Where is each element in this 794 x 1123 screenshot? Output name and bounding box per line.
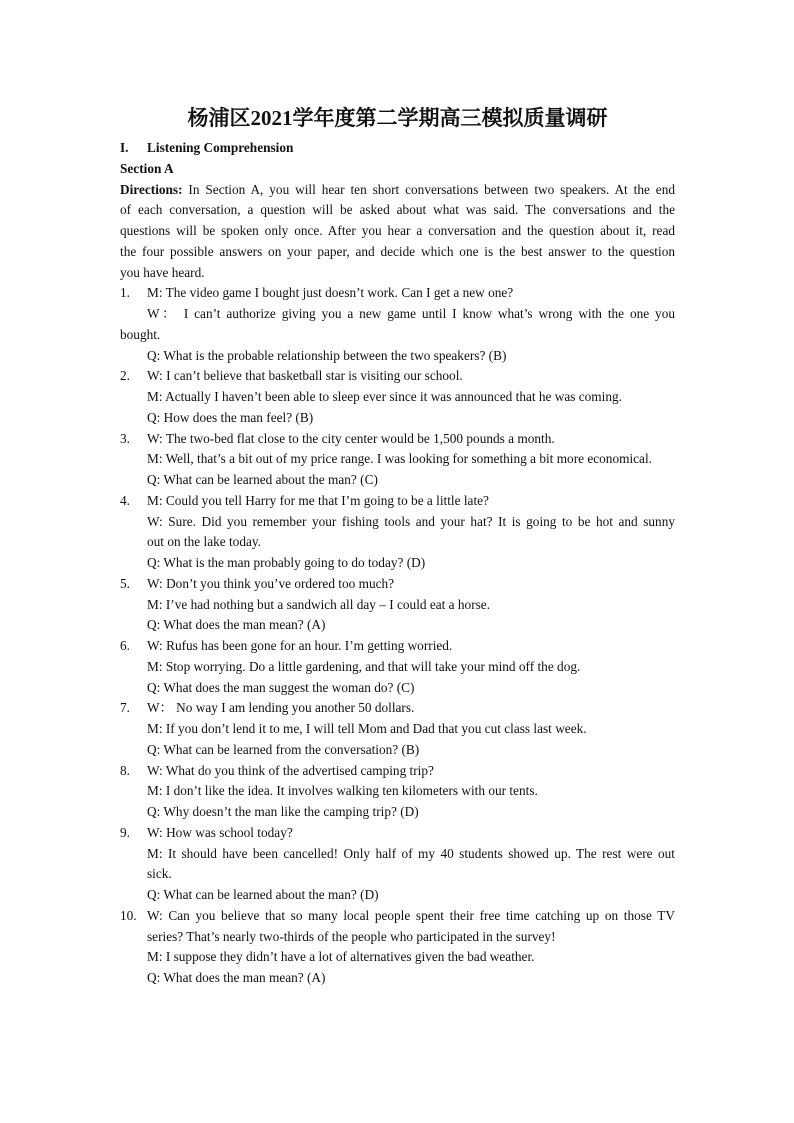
conversation-text: series? That’s nearly two-thirds of the people who participated in the survey! (147, 928, 556, 944)
conversation-text: M: I’ve had nothing but a sandwich all day – I could eat a horse. (147, 596, 491, 612)
item-number: 5. (120, 575, 130, 591)
conversation-line (120, 387, 675, 408)
conversation-line (120, 366, 675, 387)
conversation-line (120, 532, 675, 553)
item-number: 3. (120, 430, 130, 446)
conversation-text: W: Sure. Did you remember your fishing tools and your hat? It is going to be hot and sunny (147, 513, 675, 529)
conversation-line (120, 906, 675, 927)
conversation-text: Q: What can be learned from the conversation? (B) (147, 741, 420, 757)
conversation-text: W: How was school today? (147, 824, 293, 840)
conversation-text: Q: What does the man suggest the woman do? (C) (147, 679, 415, 695)
conversation-text: W： No way I am lending you another 50 dollars. (147, 700, 415, 716)
item-number: 7. (120, 700, 130, 716)
conversation-line (120, 304, 675, 325)
item-number: 10. (120, 907, 137, 923)
conversation-line (120, 346, 675, 367)
conversation-text: Q: What is the probable relationship between the two speakers? (B) (147, 347, 507, 363)
conversation-list (120, 283, 675, 989)
conversation-line (120, 947, 675, 968)
section-number: I. (120, 140, 129, 155)
conversation-line (120, 844, 675, 865)
conversation-text: Q: What can be learned about the man? (C) (147, 472, 378, 487)
conversation-text: M: Could you tell Harry for me that I’m going to be a little late? (147, 492, 489, 508)
subsection-heading: Section A (120, 160, 174, 176)
conversation-line (120, 325, 675, 346)
conversation-text: M: I don’t like the idea. It involves walking ten kilometers with our tents. (147, 783, 538, 799)
conversation-line (120, 429, 675, 450)
conversation-line (120, 574, 675, 595)
conversation-text: W: I can’t believe that basketball star is visiting our school. (147, 368, 463, 384)
directions-line (120, 180, 675, 201)
conversation-line (120, 678, 675, 699)
item-number: 8. (120, 762, 130, 778)
conversation-line (120, 761, 675, 782)
conversation-line (120, 595, 675, 616)
directions-label: Directions: (120, 181, 183, 197)
conversation-line (120, 636, 675, 657)
conversation-text: M: I suppose they didn’t have a lot of alternatives given the bad weather. (147, 949, 535, 965)
conversation-line (120, 615, 675, 636)
conversation-text: W: Don’t you think you’ve ordered too much? (147, 575, 395, 591)
directions-line: questions will be spoken only once. After you hear a conversation and the question about it, read (120, 223, 675, 238)
conversation-text: M: Actually I haven’t been able to sleep ever since it was announced that he was coming. (147, 389, 622, 404)
conversation-text: M: If you don’t lend it to me, I will tell Mom and Dad that you cut class last week. (147, 721, 587, 736)
conversation-line (120, 740, 675, 761)
document-title: 杨浦区2021学年度第二学期高三模拟质量调研 (187, 106, 608, 130)
conversation-line (120, 408, 675, 429)
conversation-text: Q: Why doesn’t the man like the camping trip? (D) (147, 804, 419, 819)
conversation-text: out on the lake today. (147, 534, 261, 550)
conversation-line (120, 698, 675, 719)
directions-line: of each conversation, a question will be asked about what was said. The conversations and the (120, 202, 675, 218)
conversation-line (120, 449, 675, 470)
conversation-text: W: Can you believe that so many local people spent their free time catching up on those TV (147, 907, 675, 923)
item-number: 2. (120, 368, 130, 384)
conversation-text: Q: What can be learned about the man? (D) (147, 887, 379, 902)
item-number: 6. (120, 638, 130, 653)
item-number: 9. (120, 824, 130, 840)
directions-line: you have heard. (120, 264, 205, 280)
conversation-line (120, 657, 675, 678)
conversation-text: W： I can’t authorize giving you a new game until I know what’s wrong with the one you (147, 306, 675, 321)
conversation-line (120, 864, 675, 885)
conversation-text: sick. (147, 866, 172, 882)
section-heading (120, 138, 675, 159)
section-label: Listening Comprehension (147, 140, 294, 155)
conversation-line (120, 491, 675, 512)
conversation-line (120, 470, 675, 491)
conversation-line (120, 512, 675, 533)
directions-line: the four possible answers on your paper, and decide which one is the best answer to the question (120, 243, 675, 259)
conversation-line (120, 885, 675, 906)
item-number: 1. (120, 285, 130, 301)
directions-text: In Section A, you will hear ten short conversations between two speakers. At the end (182, 181, 675, 197)
document-body (120, 138, 675, 989)
conversation-text: bought. (120, 326, 161, 342)
conversation-text: M: It should have been cancelled! Only half of my 40 students showed up. The rest were out (147, 845, 675, 861)
conversation-line (120, 927, 675, 948)
conversation-line (120, 968, 675, 989)
conversation-text: Q: What does the man mean? (A) (147, 617, 326, 633)
conversation-line (120, 781, 675, 802)
conversation-line (120, 823, 675, 844)
conversation-line (120, 283, 675, 304)
conversation-line (120, 719, 675, 740)
conversation-text: Q: What does the man mean? (A) (147, 970, 326, 985)
conversation-line (120, 553, 675, 574)
conversation-text: W: The two-bed flat close to the city center would be 1,500 pounds a month. (147, 430, 555, 446)
item-number: 4. (120, 492, 130, 508)
conversation-text: M: The video game I bought just doesn’t work. Can I get a new one? (147, 285, 514, 301)
conversation-text: W: Rufus has been gone for an hour. I’m getting worried. (147, 638, 453, 653)
conversation-text: M: Stop worrying. Do a little gardening, and that will take your mind off the dog. (147, 658, 581, 674)
conversation-text: M: Well, that’s a bit out of my price range. I was looking for something a bit more economical. (147, 451, 652, 467)
conversation-text: Q: How does the man feel? (B) (147, 409, 314, 425)
conversation-line (120, 802, 675, 823)
conversation-text: W: What do you think of the advertised camping trip? (147, 762, 434, 778)
conversation-text: Q: What is the man probably going to do today? (D) (147, 555, 426, 570)
